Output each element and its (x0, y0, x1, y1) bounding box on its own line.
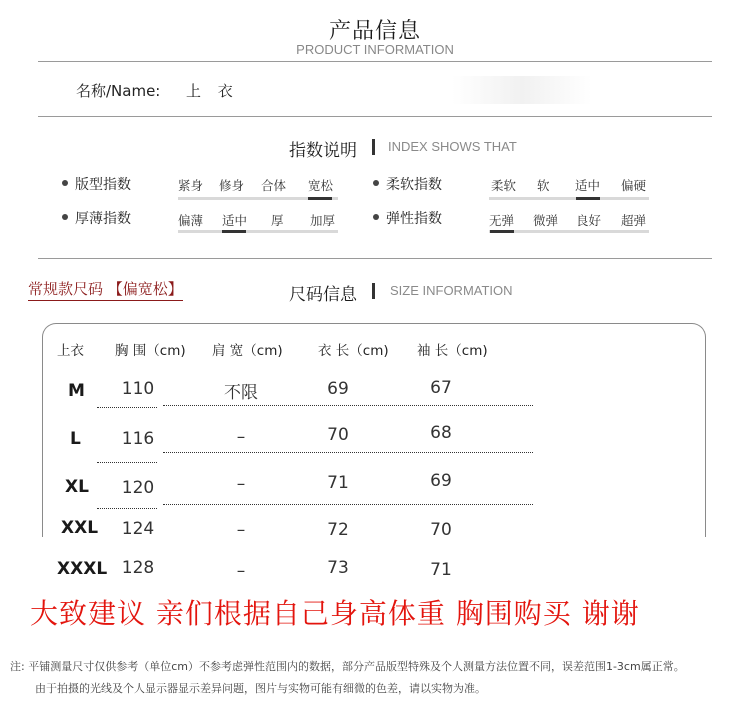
index-option: 宽松 (308, 178, 334, 193)
bullet-icon (62, 180, 68, 186)
size-advice-banner: 大致建议 亲们根据自己身高体重 胸围购买 谢谢 (30, 597, 640, 630)
table-header-length: 衣 长（cm) (318, 343, 389, 359)
table-cell-size: XXXL (57, 559, 108, 579)
name-value: 上 衣 (186, 82, 239, 100)
measurement-note: 注: 平铺测量尺寸仅供参考（单位cm）不参考虑弹性范围内的数据，部分产品版型特殊及个人测量方法位置不同，误差范围1-3cm属正常。 (10, 660, 685, 673)
row-separator (97, 508, 157, 509)
size-title: 尺码信息 (289, 285, 357, 305)
table-cell-sleeve: 71 (430, 560, 452, 580)
index-option: 柔软 (491, 178, 517, 193)
table-cell-length: 72 (327, 520, 349, 540)
table-cell-shoulder: – (236, 474, 246, 494)
size-title-bar (372, 283, 375, 299)
table-header-sleeve: 袖 长（cm) (417, 343, 488, 359)
table-cell-chest: 110 (121, 379, 155, 399)
index-option: 厚 (271, 213, 284, 228)
faded-watermark (452, 76, 592, 104)
index-option: 软 (537, 178, 550, 193)
size-fit-tag: 常规款尺码 【偏宽松】 (28, 278, 183, 301)
index-option: 良好 (576, 213, 602, 228)
index-title-bar (372, 139, 375, 155)
size-title-en: SIZE INFORMATION (390, 283, 513, 298)
table-cell-shoulder: – (236, 427, 246, 447)
table-cell-chest: 128 (121, 558, 155, 578)
index-option: 超弹 (621, 213, 647, 228)
table-cell-chest: 124 (121, 519, 155, 539)
index-option: 合体 (261, 178, 287, 193)
table-cell-shoulder: 不限 (224, 383, 258, 403)
index-option: 偏硬 (621, 178, 647, 193)
index-track (489, 197, 649, 200)
table-cell-sleeve: 68 (430, 423, 452, 443)
row-separator (163, 504, 533, 505)
table-cell-length: 70 (327, 425, 349, 445)
index-selected-marker (576, 197, 600, 200)
table-cell-shoulder: – (236, 520, 246, 540)
page-subtitle: PRODUCT INFORMATION (296, 42, 454, 57)
index-title: 指数说明 (289, 141, 357, 161)
row-separator (163, 405, 533, 406)
index-option: 适中 (575, 178, 601, 193)
index-option: 加厚 (310, 213, 336, 228)
divider-name (38, 116, 712, 117)
index-option: 无弹 (489, 213, 515, 228)
row-separator (97, 462, 157, 463)
table-cell-shoulder: – (236, 561, 246, 581)
bullet-icon (373, 180, 379, 186)
index-option: 适中 (222, 213, 248, 228)
table-cell-sleeve: 67 (430, 378, 452, 398)
row-separator (163, 452, 533, 453)
index-label-thickness: 厚薄指数 (75, 211, 131, 227)
table-cell-length: 71 (327, 473, 349, 493)
table-cell-length: 69 (327, 379, 349, 399)
table-cell-chest: 120 (121, 478, 155, 498)
index-track (178, 230, 338, 233)
table-header-chest: 胸 围（cm) (115, 343, 186, 359)
divider-top (38, 61, 712, 62)
page-title: 产品信息 (328, 19, 421, 44)
color-note: 由于拍摄的光线及个人显示器显示差异问题，图片与实物可能有细微的色差，请以实物为准。 (35, 682, 486, 695)
table-cell-size: L (70, 429, 81, 449)
divider-index (38, 258, 712, 259)
index-label-elasticity: 弹性指数 (386, 211, 442, 227)
index-label-softness: 柔软指数 (386, 177, 442, 193)
row-separator (97, 407, 157, 408)
index-label-fit: 版型指数 (75, 177, 131, 193)
table-header-shoulder: 肩 宽（cm) (212, 343, 283, 359)
table-cell-sleeve: 70 (430, 520, 452, 540)
index-title-en: INDEX SHOWS THAT (388, 139, 517, 154)
index-option: 修身 (219, 178, 245, 193)
table-header-top: 上衣 (57, 343, 84, 359)
index-option: 微弹 (533, 213, 559, 228)
table-cell-length: 73 (327, 558, 349, 578)
table-cell-size: M (68, 381, 85, 401)
name-label: 名称/Name: (76, 82, 161, 100)
bullet-icon (373, 214, 379, 220)
index-selected-marker (490, 230, 514, 233)
index-option: 紧身 (178, 178, 204, 193)
table-cell-chest: 116 (121, 429, 155, 449)
index-option: 偏薄 (178, 213, 204, 228)
table-cell-size: XL (65, 477, 89, 497)
bullet-icon (62, 214, 68, 220)
table-cell-sleeve: 69 (430, 471, 452, 491)
index-selected-marker (308, 197, 332, 200)
table-cell-size: XXL (61, 518, 99, 538)
index-selected-marker (222, 230, 246, 233)
